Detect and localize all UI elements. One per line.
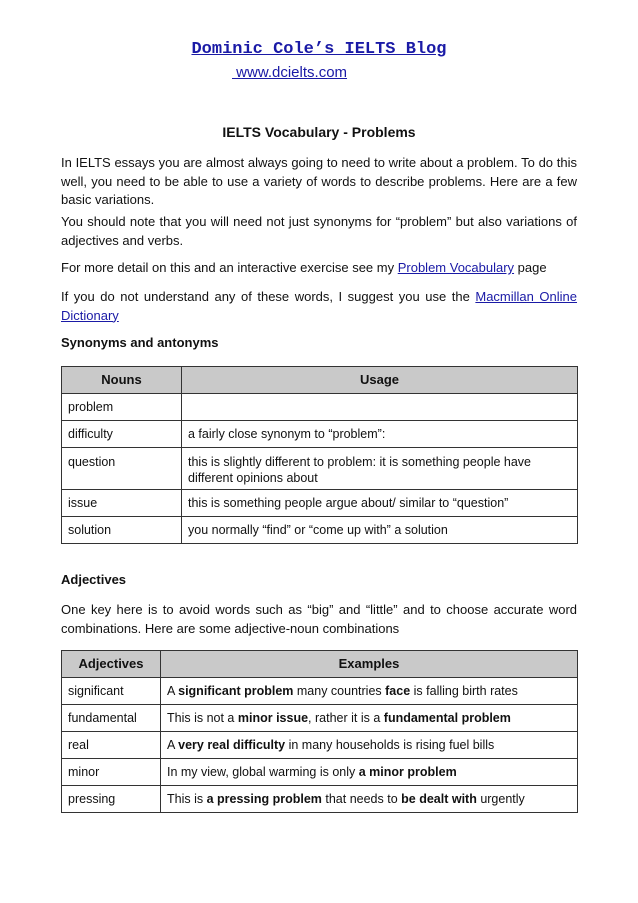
example-text: urgently — [476, 792, 525, 806]
noun-cell: question — [62, 448, 182, 490]
intro-paragraph-3-text: For more detail on this and an interactive exercise see my — [61, 260, 398, 275]
problem-vocabulary-link[interactable]: Problem Vocabulary — [397, 260, 515, 275]
example-text: In my view, global warming is only — [167, 765, 359, 779]
table-row — [62, 786, 578, 813]
example-emphasis: significant problem — [178, 684, 294, 698]
blog-title-link[interactable]: Dominic Cole’s IELTS Blog — [191, 40, 447, 59]
synonyms-table — [61, 366, 578, 544]
table-row — [62, 394, 578, 421]
example-text: is falling birth rates — [410, 684, 518, 698]
usage-cell: this is slightly different to problem: it is something people have different opinions about — [182, 448, 578, 490]
intro-paragraph-4 — [61, 288, 577, 325]
table-row — [62, 732, 578, 759]
adjectives-table-body — [62, 678, 578, 813]
table-row — [62, 678, 578, 705]
example-emphasis: be dealt with — [401, 792, 477, 806]
adjective-cell: pressing — [62, 786, 161, 813]
table-row — [62, 448, 578, 490]
table-row — [62, 421, 578, 448]
adjectives-header-row — [62, 651, 578, 678]
example-text: A — [167, 684, 179, 698]
intro-paragraph-2: You should note that you will need not just synonyms for “problem” but also variations of adjectives and verbs. — [61, 214, 577, 248]
adjectives-intro: One key here is to avoid words such as “big” and “little” and to choose accurate word combinations. Here are some adjective-noun combinations — [61, 602, 577, 636]
table-row — [62, 705, 578, 732]
example-cell — [161, 678, 578, 705]
adjective-cell: real — [62, 732, 161, 759]
usage-cell — [182, 394, 578, 421]
page-title: IELTS Vocabulary - Problems — [222, 124, 416, 140]
intro-paragraph-4-text: If you do not understand any of these words, I suggest you use the — [61, 289, 476, 304]
example-cell — [161, 705, 578, 732]
usage-cell: a fairly close synonym to “problem”: — [182, 421, 578, 448]
example-emphasis: a pressing problem — [206, 792, 322, 806]
adjectives-heading: Adjectives — [61, 572, 127, 587]
noun-cell: problem — [62, 394, 182, 421]
synonyms-heading: Synonyms and antonyms — [61, 335, 219, 350]
example-cell — [161, 759, 578, 786]
example-emphasis: face — [385, 684, 411, 698]
noun-cell: solution — [62, 517, 182, 544]
adjective-cell: minor — [62, 759, 161, 786]
example-text: This is — [167, 792, 207, 806]
noun-cell: issue — [62, 490, 182, 517]
adjective-cell: significant — [62, 678, 161, 705]
usage-cell: you normally “find” or “come up with” a solution — [182, 517, 578, 544]
example-text: , rather it is a — [308, 711, 384, 725]
table-row — [62, 517, 578, 544]
example-emphasis: very real difficulty — [178, 738, 286, 752]
usage-cell: this is something people argue about/ similar to “question” — [182, 490, 578, 517]
macmillan-dictionary-link[interactable]: Macmillan Online Dictionary — [61, 289, 578, 323]
examples-column-header: Examples — [161, 651, 578, 678]
example-text: A — [167, 738, 179, 752]
table-row — [62, 490, 578, 517]
example-text: many countries — [293, 684, 386, 698]
intro-paragraph-3 — [61, 259, 577, 278]
example-text: that needs to — [321, 792, 402, 806]
example-text: This is not a — [167, 711, 238, 725]
example-text: in many households is rising fuel bills — [285, 738, 495, 752]
intro-paragraph-1: In IELTS essays you are almost always going to need to write about a problem. To do this well, you need to be able to use a variety of words to describe problems. Here are a few basic variations. — [61, 155, 577, 207]
noun-cell: difficulty — [62, 421, 182, 448]
adjectives-column-header: Adjectives — [62, 651, 161, 678]
usage-column-header: Usage — [182, 367, 578, 394]
table-row — [62, 759, 578, 786]
adjective-cell: fundamental — [62, 705, 161, 732]
nouns-column-header: Nouns — [62, 367, 182, 394]
blog-url-link[interactable]: www.dcielts.com — [232, 64, 348, 81]
intro-paragraph-3-tail: page — [514, 260, 547, 275]
example-cell — [161, 786, 578, 813]
example-emphasis: fundamental problem — [383, 711, 511, 725]
synonyms-header-row — [62, 367, 578, 394]
example-emphasis: a minor problem — [358, 765, 457, 779]
adjectives-table — [61, 650, 578, 813]
example-emphasis: minor issue — [237, 711, 309, 725]
example-cell — [161, 732, 578, 759]
